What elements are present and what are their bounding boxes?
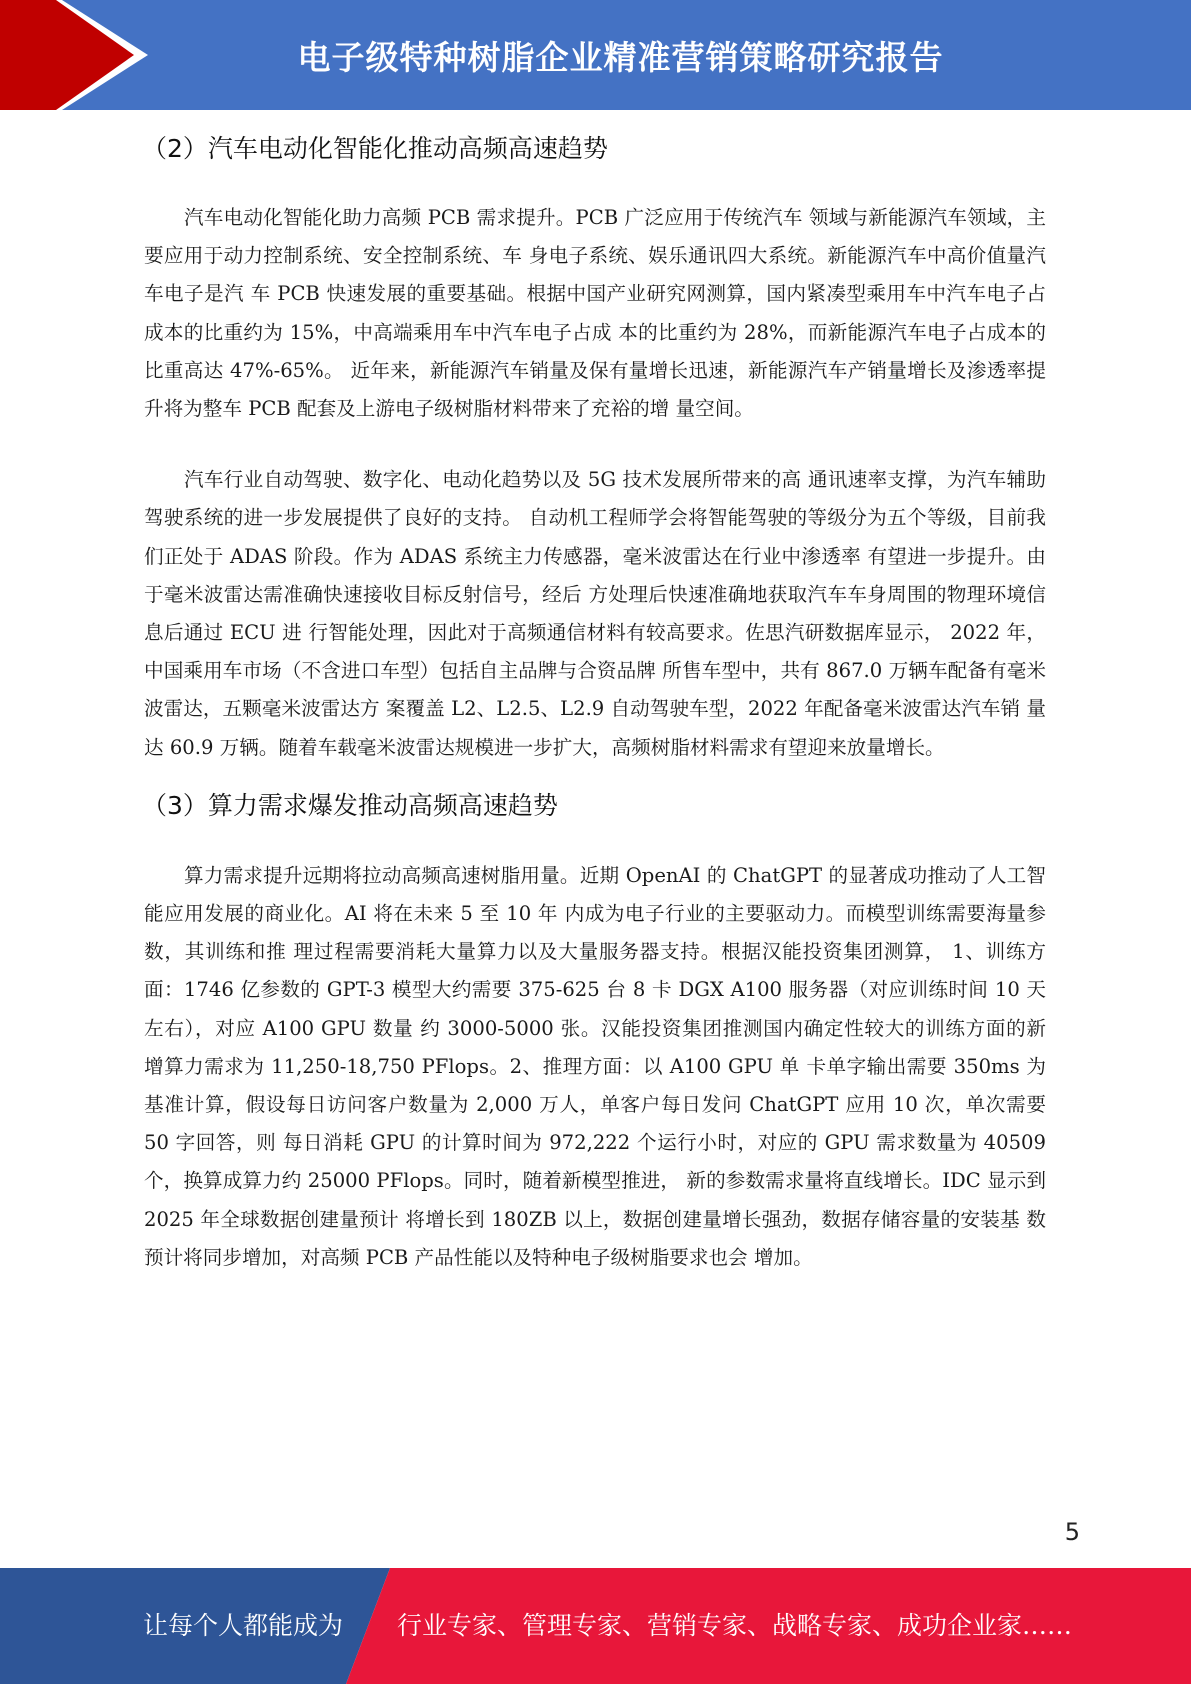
footer-band xyxy=(0,1568,1191,1684)
section-heading: （2）汽车电动化智能化推动高频高速趋势 xyxy=(142,134,608,163)
header-chevron-logo xyxy=(0,0,160,110)
header-band xyxy=(0,0,1191,110)
paragraph: 汽车电动化智能化助力高频 PCB 需求提升。PCB 广泛应用于传统汽车 领域与新能源汽车领域，主要应用于动力控制系统、安全控制系统、车 身电子系统、娱乐通讯四大系统。新能源汽车中高价值量汽车电子是汽 车 PCB 快速发展的重要基础。根据中国产业研究网测算，国内紧凑型乘用车中汽车电子占成本的比重约为 15%，中高端乘用车中汽车电子占成 本的比重约为 28%，而新能源汽车电子占成本的比重高达 47%-65%。 近年来，新能源汽车销量及保有量增长迅速，新能源汽车产销量增长及渗透率提升将为整车 PCB 配套及上游电子级树脂材料带来了充裕的增 量空间。 xyxy=(144,206,1046,421)
page-number: 5 xyxy=(1064,1518,1080,1546)
section-heading: （3）算力需求爆发推动高频高速趋势 xyxy=(142,790,558,820)
footer-slogan-right: 行业专家、管理专家、营销专家、战略专家、成功企业家…… xyxy=(397,1611,1073,1640)
footer-slogan-left: 让每个人都能成为 xyxy=(143,1611,344,1640)
report-title: 电子级特种树脂企业精准营销策略研究报告 xyxy=(297,37,944,77)
main-content xyxy=(144,122,1046,1277)
paragraph: 汽车行业自动驾驶、数字化、电动化趋势以及 5G 技术发展所带来的高 通讯速率支撑，为汽车辅助驾驶系统的进一步发展提供了良好的支持。 自动机工程师学会将智能驾驶的等级分为五个等级，目前我们正处于 ADAS 阶段。作为 ADAS 系统主力传感器，毫米波雷达在行业中渗透率 有望进一步提升。由于毫米波雷达需准确快速接收目标反射信号，经后 方处理后快速准确地获取汽车车身周围的物理环境信息后通过 ECU 进 行智能处理，因此对于高频通信材料有较高要求。佐思汽研数据库显示， 2022 年，中国乘用车市场（不含进口车型）包括自主品牌与合资品牌 所售车型中，共有 867.0 万辆车配备有毫米波雷达，五颗毫米波雷达方 案覆盖 L2、L2.5、L2.9 自动驾驶车型，2022 年配备毫米波雷达汽车销 量达 60.9 万辆。随着车载毫米波雷达规模进一步扩大，高频树脂材料需求有望迎来放量增长。 xyxy=(144,468,1046,759)
paragraph: 算力需求提升远期将拉动高频高速树脂用量。近期 OpenAI 的 ChatGPT 的显著成功推动了人工智能应用发展的商业化。AI 将在未来 5 至 10 年 内成为电子行业的主要驱动力。而模型训练需要海量参数，其训练和推 理过程需要消耗大量算力以及大量服务器支持。根据汉能投资集团测算， 1、训练方面：1746 亿参数的 GPT-3 模型大约需要 375-625 台 8 卡 DGX A100 服务器（对应训练时间 10 天左右），对应 A100 GPU 数量 约 3000-5000 张。汉能投资集团推测国内确定性较大的训练方面的新 增算力需求为 11,250-18,750 PFlops。2、推理方面：以 A100 GPU 单 卡单字输出需要 350ms 为基准计算，假设每日访问客户数量为 2,000 万人，单客户每日发问 ChatGPT 应用 10 次，单次需要 50 字回答，则 每日消耗 GPU 的计算时间为 972,222 个运行小时，对应的 GPU 需求数量为 40509 个，换算成算力约 25000 PFlops。同时，随着新模型推进， 新的参数需求量将直线增长。IDC 显示到 2025 年全球数据创建量预计 将增长到 180ZB 以上，数据创建量增长强劲，数据存储容量的安装基 数预计将同步增加，对高频 PCB 产品性能以及特种电子级树脂要求也会 增加。 xyxy=(144,863,1046,1269)
